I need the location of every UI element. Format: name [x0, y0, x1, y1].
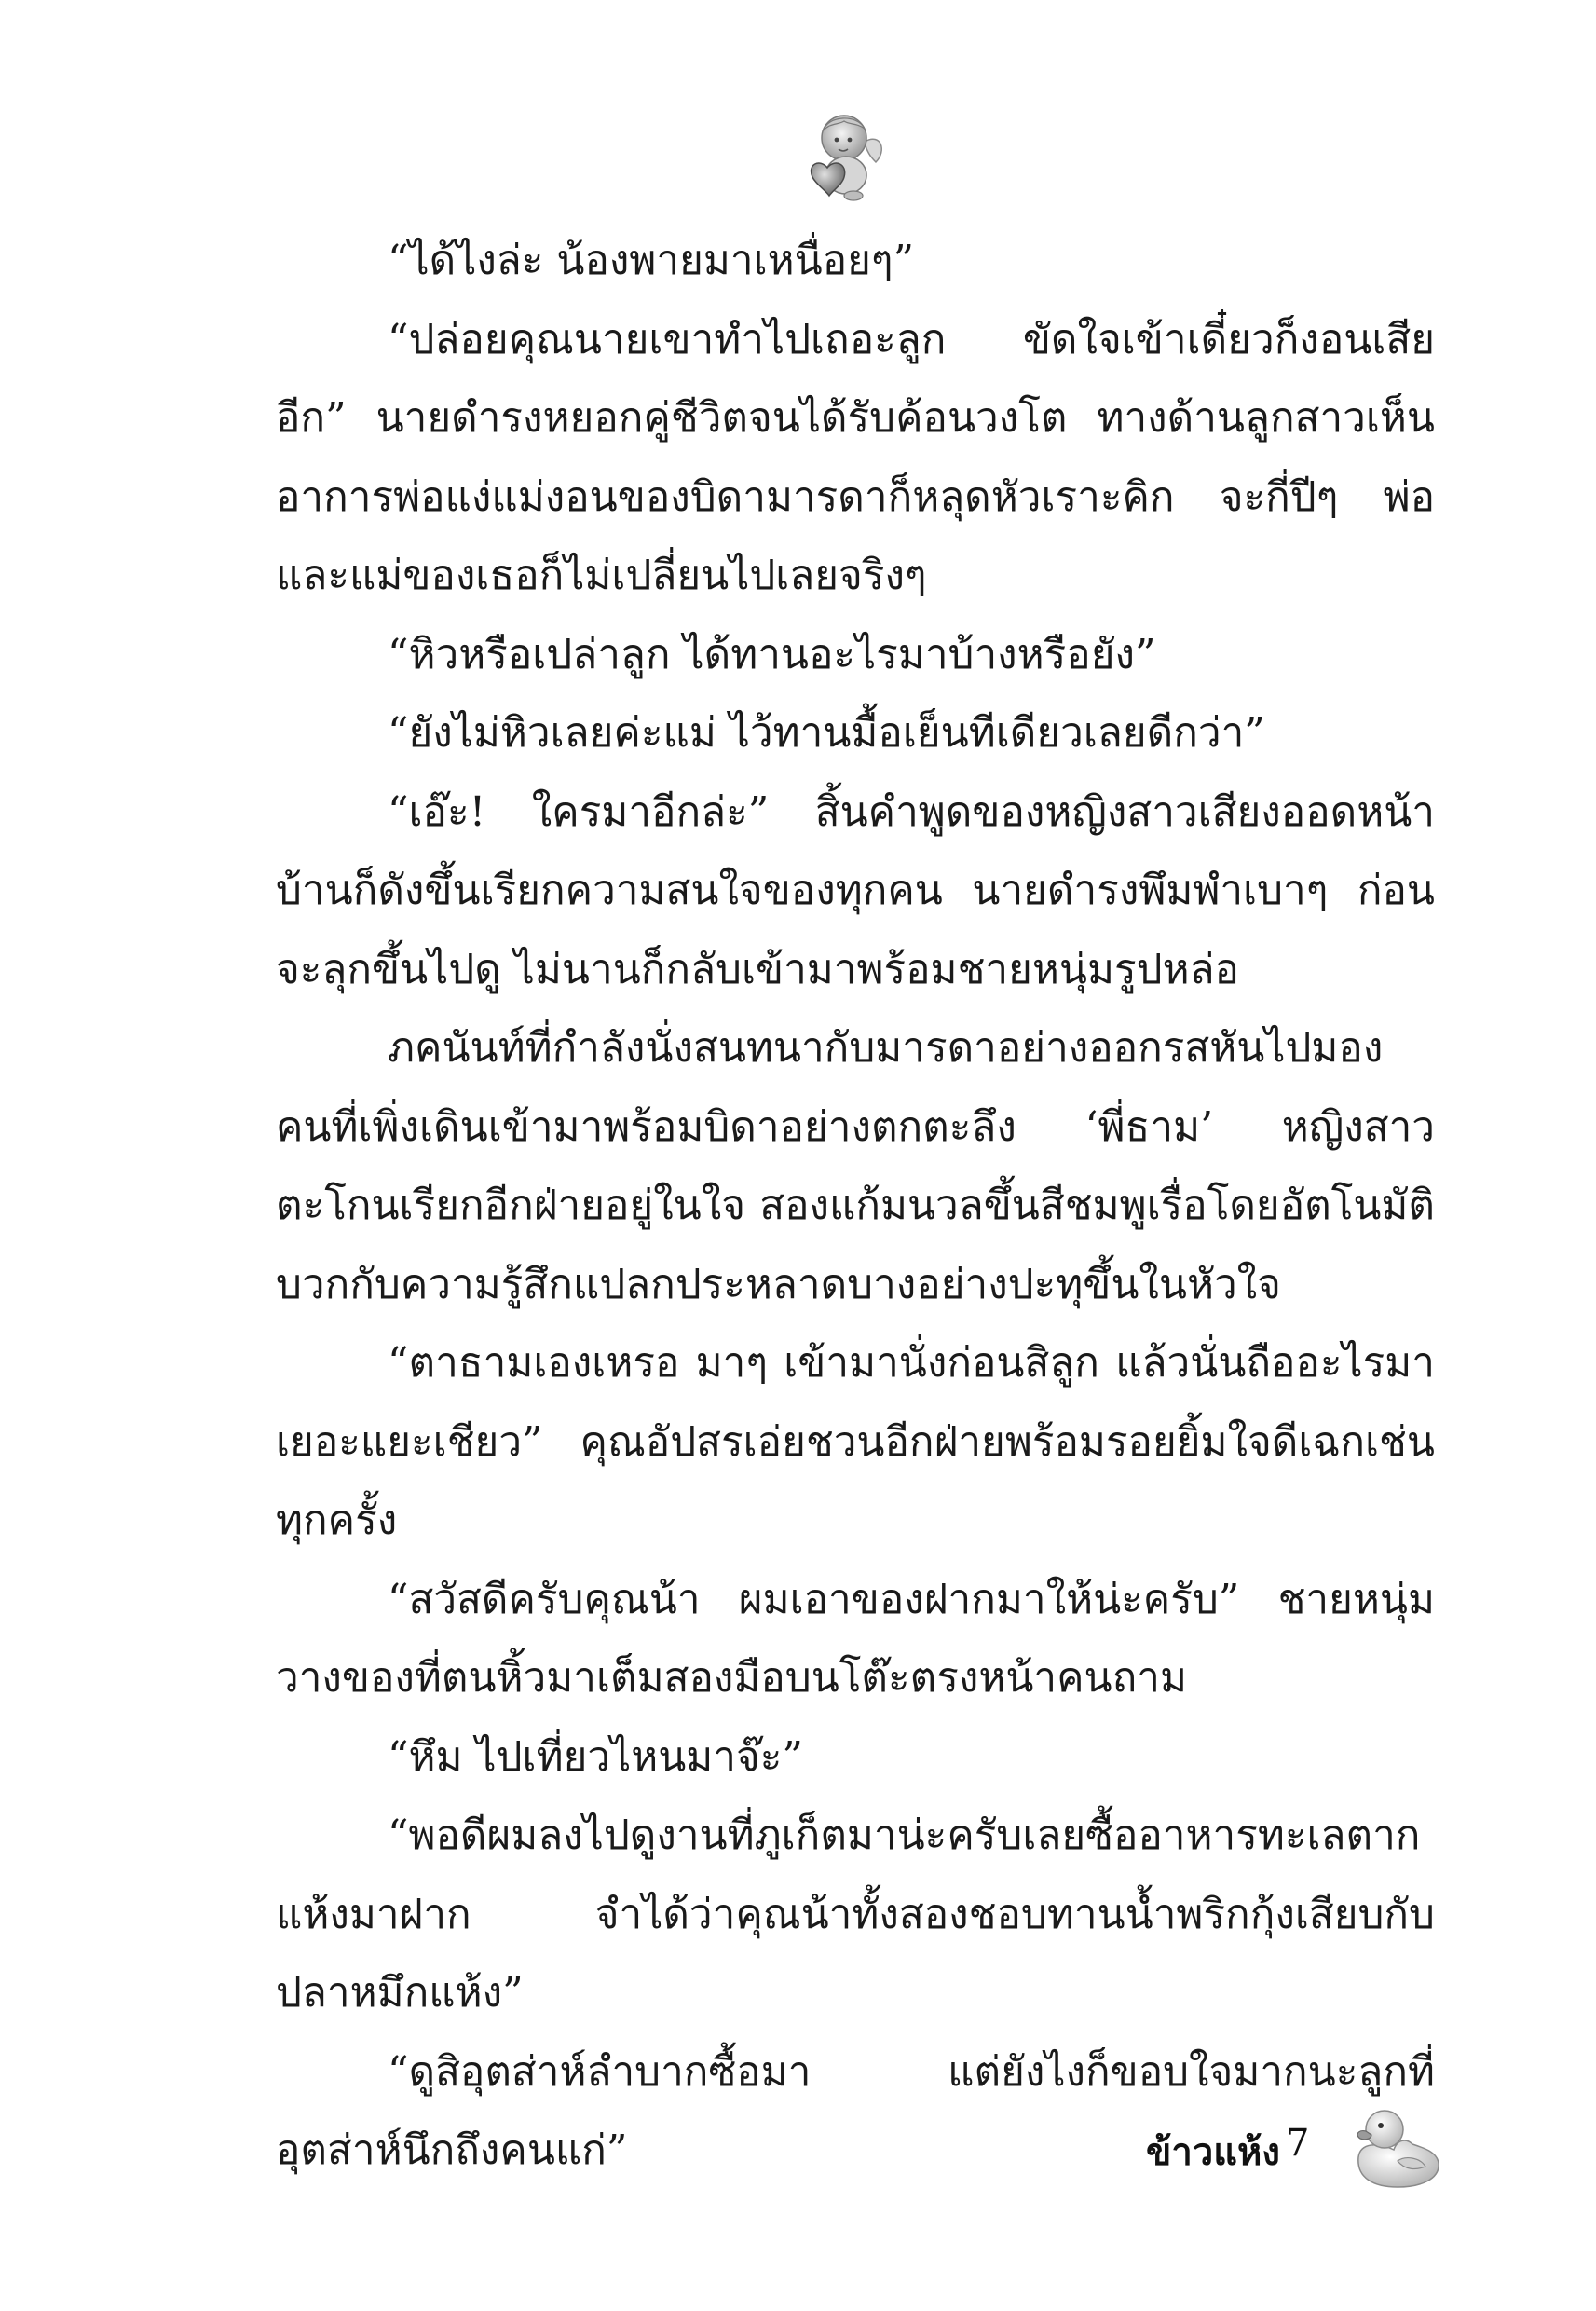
body-text — [276, 222, 1435, 2191]
paragraph: “หิวหรือเปล่าลูก ได้ทานอะไรมาบ้างหรือยัง” — [388, 630, 1156, 678]
paragraph: “ดูสิอุตส่าห์ลำบากซื้อมา แต่ยังไงก็ขอบใจมากนะลูกที่อุตส่าห์นึกถึงคนแก่” — [276, 2047, 1435, 2174]
rubber-duck-icon — [1351, 2101, 1444, 2193]
paragraph: “พอดีผมลงไปดูงานที่ภูเก็ตมาน่ะครับเลยซื้ออาหารทะเลตากแห้งมาฝาก จำได้ว่าคุณน้าทั้งสองชอบทานน้ำพริกกุ้งเสียบกับปลาหมึกแห้ง” — [276, 1812, 1435, 2017]
paragraph: ภคนันท์ที่กำลังนั่งสนทนากับมารดาอย่างออกรสหันไปมองคนที่เพิ่งเดินเข้ามาพร้อมบิดาอย่างตกตะลึง ‘พี่ธาม’ หญิงสาวตะโกนเรียกอีกฝ่ายอยู่ในใจ สองแก้มนวลขึ้นสีชมพูเรื่อโดยอัตโนมัติบวกกับความรู้สึกแปลกประหลาดบางอย่างปะทุขึ้นในหัวใจ — [276, 1024, 1435, 1308]
paragraph: “ยังไม่หิวเลยค่ะแม่ ไว้ทานมื้อเย็นทีเดียวเลยดีกว่า” — [388, 709, 1265, 757]
page-number: 7 — [1286, 2122, 1310, 2165]
paragraph: “ตาธามเองเหรอ มาๆ เข้ามานั่งก่อนสิลูก แล้วนั่นถืออะไรมาเยอะแยะเชียว” คุณอัปสรเอ่ยชวนอีกฝ่ายพร้อมรอยยิ้มใจดีเฉกเช่นทุกครั้ง — [276, 1339, 1435, 1544]
paragraph: “เอ๊ะ! ใครมาอีกล่ะ” สิ้นคำพูดของหญิงสาวเสียงออดหน้าบ้านก็ดังขึ้นเรียกความสนใจของทุกคน นายดำรงพึมพำเบาๆ ก่อนจะลุกขึ้นไปดู ไม่นานก็กลับเข้ามาพร้อมชายหนุ่มรูปหล่อ — [276, 787, 1435, 993]
book-title: ข้าวแห้ง — [1146, 2131, 1280, 2174]
paragraph: “สวัสดีครับคุณน้า ผมเอาของฝากมาให้น่ะครับ” ชายหนุ่มวางของที่ตนหิ้วมาเต็มสองมือบนโต๊ะตรงหน้าคนถาม — [276, 1575, 1435, 1702]
cherub-with-heart-icon — [799, 110, 889, 207]
page-footer — [1146, 2101, 1453, 2195]
paragraph: “ได้ไงล่ะ น้องพายมาเหนื่อยๆ” — [388, 237, 915, 284]
paragraph: “หึม ไปเที่ยวไหนมาจ๊ะ” — [388, 1732, 803, 1781]
paragraph: “ปล่อยคุณนายเขาทำไปเถอะลูก ขัดใจเข้าเดี๋ยวก็งอนเสียอีก” นายดำรงหยอกคู่ชีวิตจนได้รับค้อนวงโต ทางด้านลูกสาวเห็นอาการพ่อแง่แม่งอนของบิดามารดาก็หลุดหัวเราะคิก จะกี่ปีๆ พ่อและแม่ของเธอก็ไม่เปลี่ยนไปเลยจริงๆ — [276, 315, 1435, 599]
